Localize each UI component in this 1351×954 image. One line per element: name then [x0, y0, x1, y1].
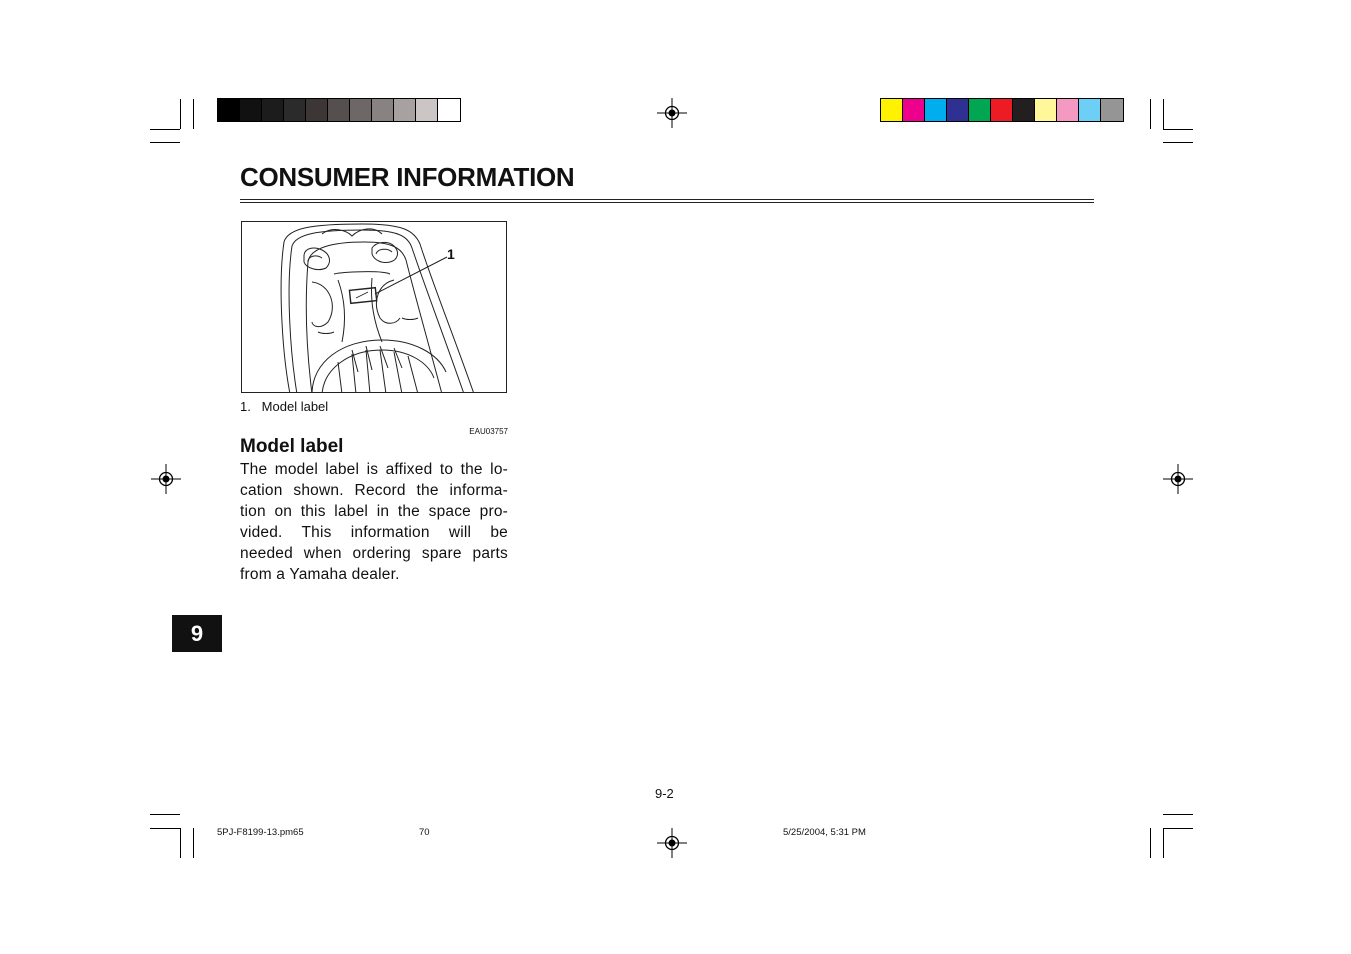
color-swatch: [925, 99, 947, 121]
crop-mark: [150, 828, 180, 829]
crop-mark: [1163, 828, 1193, 829]
crop-mark: [193, 828, 194, 858]
footer-filename: 5PJ-F8199-13.pm65: [217, 827, 304, 838]
color-swatch: [991, 99, 1013, 121]
color-swatch: [416, 99, 438, 121]
body-line: cation shown. Record the informa-: [240, 482, 508, 499]
crop-mark: [150, 129, 180, 130]
body-line: The model label is affixed to the lo-: [240, 461, 508, 478]
seat-drawing: [242, 222, 507, 393]
title-rule: [240, 202, 1094, 203]
figure-callout-number: 1: [447, 246, 455, 262]
body-line: needed when ordering spare parts: [240, 545, 508, 562]
footer-page: 70: [419, 827, 430, 838]
color-swatch: [394, 99, 416, 121]
color-swatch: [328, 99, 350, 121]
color-swatch: [1035, 99, 1057, 121]
color-swatch: [1101, 99, 1123, 121]
crop-mark: [1150, 828, 1151, 858]
registration-mark-icon: [1163, 464, 1193, 494]
color-swatch: [350, 99, 372, 121]
body-line: from a Yamaha dealer.: [240, 566, 400, 583]
title-rule: [240, 199, 1094, 200]
color-swatch: [306, 99, 328, 121]
color-swatch: [1079, 99, 1101, 121]
crop-mark: [193, 99, 194, 129]
body-line: tion on this label in the space pro-: [240, 503, 508, 520]
color-swatch: [1013, 99, 1035, 121]
section-body: [240, 459, 508, 585]
color-swatch: [881, 99, 903, 121]
color-swatch: [218, 99, 240, 121]
crop-mark: [1163, 814, 1193, 815]
color-swatch: [372, 99, 394, 121]
color-swatch: [969, 99, 991, 121]
section-heading: Model label: [240, 436, 344, 457]
color-swatch: [438, 99, 460, 121]
crop-mark: [1150, 99, 1151, 129]
registration-mark-icon: [657, 98, 687, 128]
color-swatch: [240, 99, 262, 121]
page-title: CONSUMER INFORMATION: [240, 162, 575, 192]
crop-mark: [1163, 99, 1164, 129]
registration-mark-icon: [151, 464, 181, 494]
crop-mark: [150, 142, 180, 143]
chapter-tab: 9: [172, 615, 222, 652]
crop-mark: [1163, 129, 1193, 130]
color-swatch: [284, 99, 306, 121]
crop-mark: [1163, 828, 1164, 858]
color-swatch: [262, 99, 284, 121]
gray-scale-bar: [217, 98, 461, 122]
page-number: 9-2: [655, 786, 674, 801]
process-color-bar: [880, 98, 1124, 122]
seat-underside-illustration: [241, 221, 507, 393]
reference-code: EAU03757: [469, 427, 508, 436]
crop-mark: [150, 814, 180, 815]
registration-mark-icon: [657, 828, 687, 858]
color-swatch: [903, 99, 925, 121]
body-line: vided. This information will be: [240, 524, 508, 541]
footer-timestamp: 5/25/2004, 5:31 PM: [783, 827, 866, 838]
crop-mark: [180, 99, 181, 129]
color-swatch: [947, 99, 969, 121]
crop-mark: [1163, 142, 1193, 143]
figure-caption: 1. Model label: [240, 399, 329, 414]
color-swatch: [1057, 99, 1079, 121]
crop-mark: [180, 828, 181, 858]
